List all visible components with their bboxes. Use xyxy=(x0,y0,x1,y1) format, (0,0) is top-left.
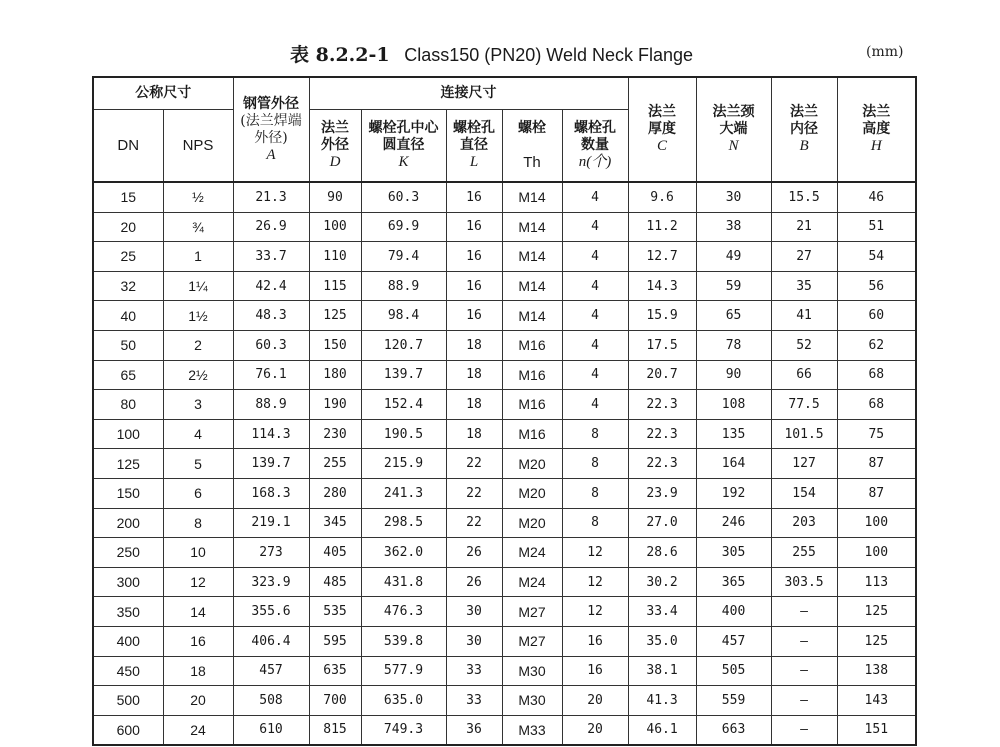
cell-dn: 32 xyxy=(93,271,163,301)
cell-bore: 127 xyxy=(771,449,837,479)
cell-nps: 16 xyxy=(163,626,233,656)
cell-height: 87 xyxy=(837,478,916,508)
table-row xyxy=(93,360,916,390)
cell-nps: 20 xyxy=(163,686,233,716)
cell-thickness: 28.6 xyxy=(628,538,696,568)
table-row xyxy=(93,567,916,597)
cell-pipe-od: 457 xyxy=(233,656,309,686)
cell-bore: 52 xyxy=(771,330,837,360)
cell-bolt-circle: 476.3 xyxy=(361,597,446,627)
cell-bolt: M16 xyxy=(502,419,562,449)
cell-bolt-count: 8 xyxy=(562,449,628,479)
cell-bolt-circle: 749.3 xyxy=(361,715,446,745)
cell-flange-od: 405 xyxy=(309,538,361,568)
cell-thickness: 12.7 xyxy=(628,242,696,272)
cell-nps: 1 xyxy=(163,242,233,272)
cell-neck: 365 xyxy=(696,567,771,597)
cell-nps: 10 xyxy=(163,538,233,568)
cell-thickness: 20.7 xyxy=(628,360,696,390)
header-thickness-symbol: C xyxy=(657,138,668,154)
cell-bolt-circle: 241.3 xyxy=(361,478,446,508)
cell-flange-od: 485 xyxy=(309,567,361,597)
cell-bolt-circle: 577.9 xyxy=(361,656,446,686)
header-nps: NPS xyxy=(163,110,233,183)
cell-flange-od: 125 xyxy=(309,301,361,331)
cell-thickness: 46.1 xyxy=(628,715,696,745)
cell-bolt-circle: 635.0 xyxy=(361,686,446,716)
cell-pipe-od: 355.6 xyxy=(233,597,309,627)
cell-pipe-od: 26.9 xyxy=(233,212,309,242)
cell-pipe-od: 33.7 xyxy=(233,242,309,272)
header-bore-label: 法兰内径 xyxy=(790,104,819,137)
header-nominal-size: 公称尺寸 xyxy=(93,77,233,110)
cell-pipe-od: 168.3 xyxy=(233,478,309,508)
cell-bore: — xyxy=(771,686,837,716)
cell-dn: 350 xyxy=(93,597,163,627)
cell-bolt-count: 4 xyxy=(562,242,628,272)
table-row xyxy=(93,182,916,212)
header-flange-od-label: 法兰外径 xyxy=(321,120,349,153)
cell-bolt-hole: 33 xyxy=(446,686,502,716)
cell-neck: 59 xyxy=(696,271,771,301)
cell-pipe-od: 219.1 xyxy=(233,508,309,538)
header-height xyxy=(837,77,916,182)
cell-flange-od: 815 xyxy=(309,715,361,745)
cell-bolt-count: 4 xyxy=(562,212,628,242)
cell-bolt-hole: 16 xyxy=(446,301,502,331)
header-pipe-od xyxy=(233,77,309,182)
cell-dn: 250 xyxy=(93,538,163,568)
cell-flange-od: 280 xyxy=(309,478,361,508)
cell-nps: 1½ xyxy=(163,301,233,331)
cell-dn: 25 xyxy=(93,242,163,272)
cell-pipe-od: 114.3 xyxy=(233,419,309,449)
table-title: Class150 (PN20) Weld Neck Flange xyxy=(404,45,694,65)
cell-dn: 15 xyxy=(93,182,163,212)
cell-thickness: 35.0 xyxy=(628,626,696,656)
cell-bolt-circle: 190.5 xyxy=(361,419,446,449)
cell-bolt-circle: 79.4 xyxy=(361,242,446,272)
header-thickness-label: 法兰厚度 xyxy=(648,104,677,137)
table-row xyxy=(93,212,916,242)
table-row xyxy=(93,656,916,686)
cell-flange-od: 110 xyxy=(309,242,361,272)
cell-thickness: 22.3 xyxy=(628,449,696,479)
header-bolt-label: 螺栓 xyxy=(518,120,546,136)
cell-bore: 66 xyxy=(771,360,837,390)
cell-pipe-od: 406.4 xyxy=(233,626,309,656)
cell-bore: 154 xyxy=(771,478,837,508)
cell-dn: 600 xyxy=(93,715,163,745)
cell-bolt-hole: 16 xyxy=(446,182,502,212)
cell-height: 46 xyxy=(837,182,916,212)
cell-height: 62 xyxy=(837,330,916,360)
cell-dn: 20 xyxy=(93,212,163,242)
cell-bolt-circle: 298.5 xyxy=(361,508,446,538)
cell-dn: 300 xyxy=(93,567,163,597)
cell-bolt-count: 12 xyxy=(562,597,628,627)
header-bolt-count-label: 螺栓孔数量 xyxy=(574,120,617,153)
table-row xyxy=(93,330,916,360)
cell-neck: 400 xyxy=(696,597,771,627)
cell-nps: 18 xyxy=(163,656,233,686)
cell-bolt-hole: 30 xyxy=(446,597,502,627)
cell-thickness: 27.0 xyxy=(628,508,696,538)
cell-flange-od: 90 xyxy=(309,182,361,212)
cell-bolt-circle: 139.7 xyxy=(361,360,446,390)
header-pipe-od-label: 钢管外径 xyxy=(243,95,299,112)
cell-nps: 4 xyxy=(163,419,233,449)
cell-dn: 400 xyxy=(93,626,163,656)
cell-bolt-circle: 431.8 xyxy=(361,567,446,597)
header-bolt-circle xyxy=(361,110,446,183)
cell-bolt-count: 12 xyxy=(562,538,628,568)
cell-neck: 90 xyxy=(696,360,771,390)
cell-bolt-count: 8 xyxy=(562,508,628,538)
cell-bolt-hole: 16 xyxy=(446,212,502,242)
cell-height: 68 xyxy=(837,360,916,390)
cell-height: 56 xyxy=(837,271,916,301)
cell-bolt-count: 4 xyxy=(562,182,628,212)
header-bolt-circle-symbol: K xyxy=(398,154,409,170)
cell-nps: 12 xyxy=(163,567,233,597)
cell-nps: 6 xyxy=(163,478,233,508)
cell-bolt-count: 20 xyxy=(562,715,628,745)
header-bolt-count xyxy=(562,110,628,183)
header-bolt xyxy=(502,110,562,183)
cell-bolt-hole: 26 xyxy=(446,567,502,597)
cell-bolt-hole: 18 xyxy=(446,419,502,449)
flange-dimension-table xyxy=(92,76,917,746)
header-bore-symbol: B xyxy=(799,138,809,154)
cell-bolt: M24 xyxy=(502,567,562,597)
header-thickness xyxy=(628,77,696,182)
cell-bore: — xyxy=(771,597,837,627)
cell-bolt-hole: 22 xyxy=(446,478,502,508)
cell-thickness: 33.4 xyxy=(628,597,696,627)
cell-bolt-hole: 16 xyxy=(446,242,502,272)
header-connection: 连接尺寸 xyxy=(309,77,628,110)
cell-flange-od: 180 xyxy=(309,360,361,390)
table-row xyxy=(93,686,916,716)
cell-nps: 3 xyxy=(163,390,233,420)
cell-neck: 663 xyxy=(696,715,771,745)
cell-dn: 80 xyxy=(93,390,163,420)
header-bolt-hole-label: 螺栓孔直径 xyxy=(453,120,495,153)
cell-nps: 2½ xyxy=(163,360,233,390)
cell-bolt-circle: 362.0 xyxy=(361,538,446,568)
cell-flange-od: 700 xyxy=(309,686,361,716)
cell-pipe-od: 76.1 xyxy=(233,360,309,390)
cell-thickness: 30.2 xyxy=(628,567,696,597)
cell-bolt-count: 12 xyxy=(562,567,628,597)
table-row xyxy=(93,626,916,656)
cell-bolt: M14 xyxy=(502,182,562,212)
cell-neck: 78 xyxy=(696,330,771,360)
table-body xyxy=(93,182,916,745)
cell-neck: 49 xyxy=(696,242,771,272)
cell-bolt-count: 4 xyxy=(562,360,628,390)
cell-bore: — xyxy=(771,715,837,745)
cell-thickness: 22.3 xyxy=(628,419,696,449)
cell-flange-od: 190 xyxy=(309,390,361,420)
cell-bolt-hole: 18 xyxy=(446,360,502,390)
cell-thickness: 23.9 xyxy=(628,478,696,508)
cell-thickness: 11.2 xyxy=(628,212,696,242)
cell-dn: 200 xyxy=(93,508,163,538)
cell-pipe-od: 610 xyxy=(233,715,309,745)
unit-label: (mm) xyxy=(866,44,904,60)
cell-height: 51 xyxy=(837,212,916,242)
cell-neck: 30 xyxy=(696,182,771,212)
cell-flange-od: 115 xyxy=(309,271,361,301)
cell-bolt-count: 4 xyxy=(562,271,628,301)
cell-bolt-hole: 18 xyxy=(446,330,502,360)
cell-thickness: 9.6 xyxy=(628,182,696,212)
cell-bore: 15.5 xyxy=(771,182,837,212)
table-caption xyxy=(290,40,710,70)
cell-thickness: 14.3 xyxy=(628,271,696,301)
cell-neck: 192 xyxy=(696,478,771,508)
cell-flange-od: 535 xyxy=(309,597,361,627)
table-row xyxy=(93,449,916,479)
cell-pipe-od: 88.9 xyxy=(233,390,309,420)
cell-neck: 108 xyxy=(696,390,771,420)
cell-bolt: M27 xyxy=(502,597,562,627)
cell-bore: 27 xyxy=(771,242,837,272)
header-bore xyxy=(771,77,837,182)
cell-dn: 100 xyxy=(93,419,163,449)
header-neck-symbol: N xyxy=(728,138,739,154)
cell-nps: 14 xyxy=(163,597,233,627)
cell-height: 75 xyxy=(837,419,916,449)
cell-bore: 303.5 xyxy=(771,567,837,597)
header-bolt-circle-label: 螺栓孔中心圆直径 xyxy=(368,120,439,153)
cell-flange-od: 255 xyxy=(309,449,361,479)
cell-bolt-count: 4 xyxy=(562,390,628,420)
cell-bore: 77.5 xyxy=(771,390,837,420)
table-header xyxy=(93,77,916,182)
cell-bolt-circle: 152.4 xyxy=(361,390,446,420)
header-pipe-od-symbol: A xyxy=(266,146,276,163)
cell-flange-od: 150 xyxy=(309,330,361,360)
cell-dn: 50 xyxy=(93,330,163,360)
cell-neck: 559 xyxy=(696,686,771,716)
cell-neck: 246 xyxy=(696,508,771,538)
cell-height: 125 xyxy=(837,626,916,656)
cell-bolt-count: 4 xyxy=(562,330,628,360)
cell-thickness: 22.3 xyxy=(628,390,696,420)
cell-bolt: M20 xyxy=(502,508,562,538)
cell-bolt-hole: 26 xyxy=(446,538,502,568)
cell-thickness: 41.3 xyxy=(628,686,696,716)
cell-nps: 24 xyxy=(163,715,233,745)
cell-flange-od: 345 xyxy=(309,508,361,538)
cell-bolt-count: 8 xyxy=(562,419,628,449)
cell-pipe-od: 323.9 xyxy=(233,567,309,597)
cell-bolt: M20 xyxy=(502,478,562,508)
header-height-symbol: H xyxy=(870,138,882,154)
cell-bolt-count: 16 xyxy=(562,626,628,656)
cell-neck: 135 xyxy=(696,419,771,449)
header-pipe-od-note: (法兰焊端外径) xyxy=(240,112,302,146)
cell-neck: 457 xyxy=(696,626,771,656)
cell-pipe-od: 48.3 xyxy=(233,301,309,331)
cell-height: 60 xyxy=(837,301,916,331)
table-row xyxy=(93,478,916,508)
cell-bolt: M14 xyxy=(502,242,562,272)
cell-nps: ½ xyxy=(163,182,233,212)
cell-bolt: M33 xyxy=(502,715,562,745)
cell-dn: 40 xyxy=(93,301,163,331)
cell-pipe-od: 139.7 xyxy=(233,449,309,479)
cell-bore: 41 xyxy=(771,301,837,331)
cell-thickness: 17.5 xyxy=(628,330,696,360)
cell-bolt-hole: 33 xyxy=(446,656,502,686)
cell-height: 100 xyxy=(837,508,916,538)
cell-pipe-od: 21.3 xyxy=(233,182,309,212)
cell-pipe-od: 508 xyxy=(233,686,309,716)
table-row xyxy=(93,508,916,538)
cell-nps: 5 xyxy=(163,449,233,479)
cell-bolt-count: 8 xyxy=(562,478,628,508)
cell-bolt-count: 20 xyxy=(562,686,628,716)
cell-bolt: M30 xyxy=(502,656,562,686)
cell-bolt: M16 xyxy=(502,330,562,360)
header-flange-od xyxy=(309,110,361,183)
cell-height: 138 xyxy=(837,656,916,686)
cell-bore: 21 xyxy=(771,212,837,242)
cell-bolt-hole: 18 xyxy=(446,390,502,420)
header-neck-label: 法兰颈大端 xyxy=(712,104,755,137)
header-neck xyxy=(696,77,771,182)
cell-thickness: 15.9 xyxy=(628,301,696,331)
header-dn: DN xyxy=(93,110,163,183)
cell-thickness: 38.1 xyxy=(628,656,696,686)
cell-neck: 305 xyxy=(696,538,771,568)
cell-nps: ¾ xyxy=(163,212,233,242)
cell-nps: 8 xyxy=(163,508,233,538)
cell-bolt: M14 xyxy=(502,271,562,301)
cell-bolt-hole: 16 xyxy=(446,271,502,301)
cell-bolt: M14 xyxy=(502,212,562,242)
cell-bolt-count: 16 xyxy=(562,656,628,686)
cell-dn: 65 xyxy=(93,360,163,390)
cell-bolt-circle: 60.3 xyxy=(361,182,446,212)
table-row xyxy=(93,301,916,331)
cell-neck: 505 xyxy=(696,656,771,686)
table-row xyxy=(93,538,916,568)
cell-neck: 65 xyxy=(696,301,771,331)
cell-dn: 125 xyxy=(93,449,163,479)
cell-bolt-hole: 30 xyxy=(446,626,502,656)
cell-height: 87 xyxy=(837,449,916,479)
cell-bolt: M16 xyxy=(502,390,562,420)
table-row xyxy=(93,242,916,272)
header-bolt-symbol: Th xyxy=(523,154,541,171)
cell-dn: 450 xyxy=(93,656,163,686)
cell-bore: 255 xyxy=(771,538,837,568)
cell-bore: 35 xyxy=(771,271,837,301)
cell-bolt-circle: 215.9 xyxy=(361,449,446,479)
cell-bore: — xyxy=(771,656,837,686)
cell-height: 68 xyxy=(837,390,916,420)
cell-flange-od: 100 xyxy=(309,212,361,242)
cell-bolt: M20 xyxy=(502,449,562,479)
cell-bolt: M27 xyxy=(502,626,562,656)
cell-dn: 150 xyxy=(93,478,163,508)
cell-flange-od: 635 xyxy=(309,656,361,686)
cell-bore: 101.5 xyxy=(771,419,837,449)
cell-bolt-circle: 120.7 xyxy=(361,330,446,360)
cell-bolt-circle: 98.4 xyxy=(361,301,446,331)
cell-nps: 2 xyxy=(163,330,233,360)
header-bolt-hole xyxy=(446,110,502,183)
header-bolt-hole-symbol: L xyxy=(469,154,479,170)
header-bolt-count-symbol: n(个) xyxy=(578,154,612,170)
cell-bolt-hole: 22 xyxy=(446,508,502,538)
cell-height: 151 xyxy=(837,715,916,745)
cell-bolt-count: 4 xyxy=(562,301,628,331)
cell-bolt-circle: 539.8 xyxy=(361,626,446,656)
cell-neck: 38 xyxy=(696,212,771,242)
cell-bolt: M14 xyxy=(502,301,562,331)
cell-bore: — xyxy=(771,626,837,656)
cell-height: 113 xyxy=(837,567,916,597)
cell-bolt: M16 xyxy=(502,360,562,390)
header-height-label: 法兰高度 xyxy=(862,104,891,137)
cell-bolt: M30 xyxy=(502,686,562,716)
cell-dn: 500 xyxy=(93,686,163,716)
table-row xyxy=(93,597,916,627)
table-row xyxy=(93,390,916,420)
cell-flange-od: 595 xyxy=(309,626,361,656)
cell-height: 143 xyxy=(837,686,916,716)
cell-nps: 1¼ xyxy=(163,271,233,301)
cell-bolt-circle: 88.9 xyxy=(361,271,446,301)
cell-flange-od: 230 xyxy=(309,419,361,449)
cell-bolt-circle: 69.9 xyxy=(361,212,446,242)
table-row xyxy=(93,419,916,449)
cell-bolt-hole: 22 xyxy=(446,449,502,479)
cell-pipe-od: 42.4 xyxy=(233,271,309,301)
table-number: 表 8.2.2-1 xyxy=(290,44,390,66)
table-row xyxy=(93,271,916,301)
cell-neck: 164 xyxy=(696,449,771,479)
cell-height: 54 xyxy=(837,242,916,272)
cell-bolt-hole: 36 xyxy=(446,715,502,745)
table-row xyxy=(93,715,916,745)
cell-height: 125 xyxy=(837,597,916,627)
cell-pipe-od: 273 xyxy=(233,538,309,568)
cell-height: 100 xyxy=(837,538,916,568)
cell-pipe-od: 60.3 xyxy=(233,330,309,360)
cell-bolt: M24 xyxy=(502,538,562,568)
header-flange-od-symbol: D xyxy=(329,154,341,170)
cell-bore: 203 xyxy=(771,508,837,538)
